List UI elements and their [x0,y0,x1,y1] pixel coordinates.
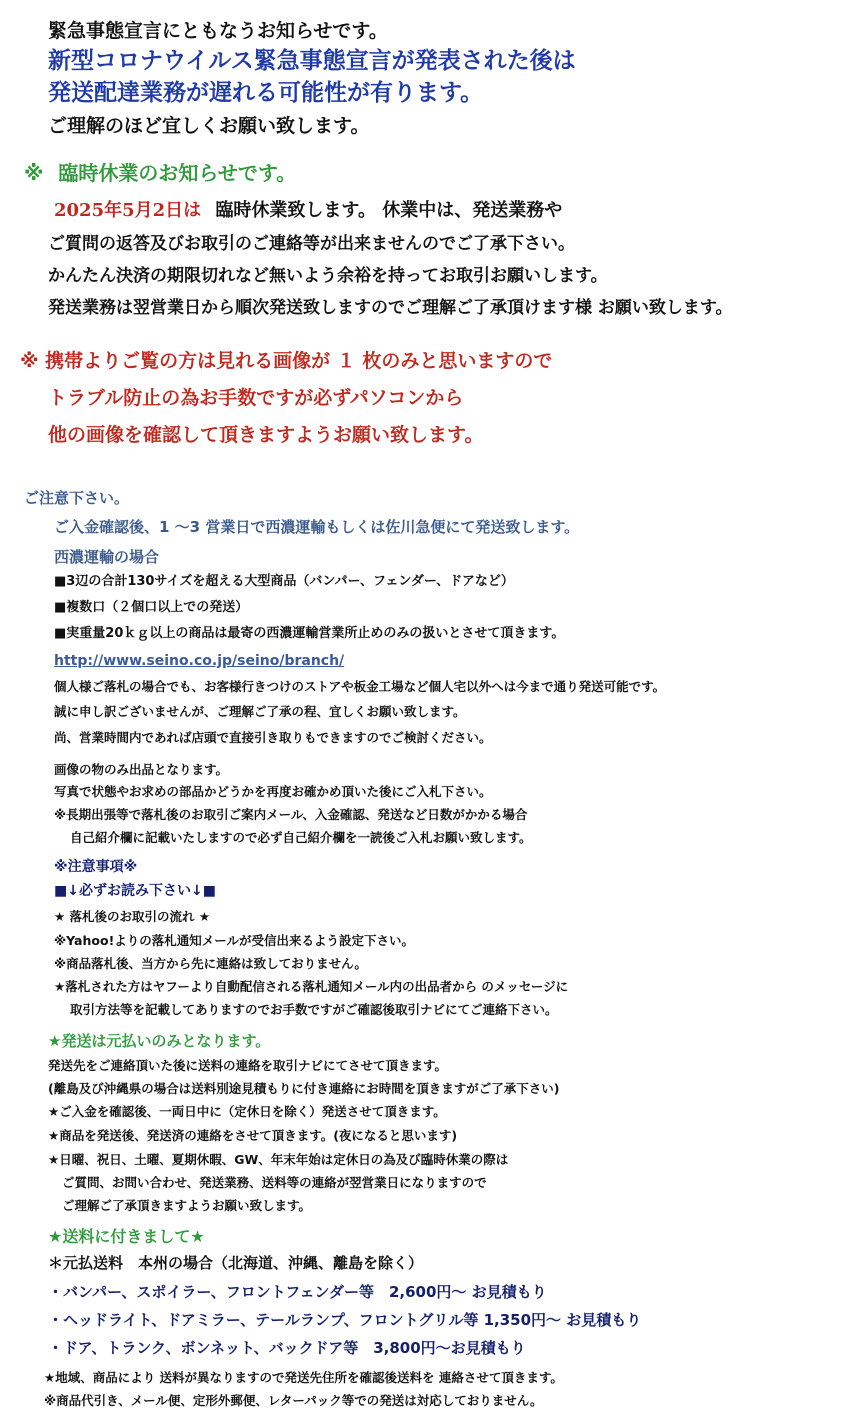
closure-title: 臨時休業のお知らせです。 [58,161,297,185]
seino-bullet-2: ■複数口（２個口以上での発送） [54,600,249,615]
shipping-line-7: ご理解ご了承頂きますようお願い致します。 [62,1198,312,1213]
shipping-line-3: ★ご入金を確認後、一両日中に（定休日を除く）発送させて頂きます。 [48,1104,446,1119]
fees-footer-1: ★地域、商品により 送料が異なりますので発送先住所を確認後送料を 連絡させて頂きます。 [44,1370,563,1385]
notice-heading: ご注意下さい。 [24,489,130,507]
emergency-headline-2: 発送配達業務が遅れる可能性が有ります。 [48,80,484,106]
shipping-line-4: ★商品を発送後、発送済の連絡をさせて頂きます。(夜になると思います) [48,1128,458,1143]
emergency-thanks: ご理解のほど宜しくお願い致します。 [48,115,370,137]
closure-heading [24,163,296,183]
shipping-line-5: ★日曜、祝日、土曜、夏期休暇、GW、年末年始は定休日の為及び臨時休業の際は [48,1152,509,1167]
product-line-2: 写真で状態やお求めの部品かどうかを再度お確かめ頂いた後にご入札下さい。 [54,784,492,799]
caution-item-2: ※Yahoo!よりの落札通知メールが受信出来るよう設定下さい。 [54,933,415,948]
seino-bullet-3: ■実重量20ｋｇ以上の商品は最寄の西濃運輸営業所止めのみの扱いとさせて頂きます。 [54,626,565,641]
emergency-headline-1: 新型コロナウイルス緊急事態宣言が発表された後は [48,48,576,74]
closure-line-1-text: 臨時休業致します。 休業中は、発送業務や [215,200,563,221]
seino-bullet-1: ■3辺の合計130サイズを超える大型商品（バンパー、フェンダー、ドアなど） [54,574,514,589]
product-line-4: 自己紹介欄に記載いたしますので必ず自己紹介欄を一読後ご入札お願い致します。 [70,830,532,845]
shipping-line-2: (離島及び沖縄県の場合は送料別途見積もりに付き連絡にお時間を頂きますがご了承下さい) [48,1081,560,1096]
caution-item-4: ★落札された方はヤフーより自動配信される落札通知メール内の出品者から のメッセージに [54,979,569,994]
seino-branch-link[interactable]: http://www.seino.co.jp/seino/branch/ [54,653,345,669]
closure-date: 2025年5月2日は [54,200,202,221]
fee-rate-3: ・ドア、トランク、ボンネット、バックドア等 3,800円～お見積もり [48,1339,526,1357]
shipping-heading: ★発送は元払いのみとなります。 [48,1032,271,1050]
after-link-2: 誠に申し訳ございませんが、ご理解ご了承の程、宜しくお願い致します。 [54,704,466,719]
closure-line-1 [54,202,562,220]
mobile-notice-1: ※ 携帯よりご覧の方は見れる画像が １ 枚のみと思いますので [20,350,553,372]
after-link-1: 個人様ご落札の場合でも、お客様行きつけのストアや板金工場など個人宅以外へは今まで通り発送可能です。 [54,679,666,694]
closure-line-3: かんたん決済の期限切れなど無いよう余裕を持ってお取引お願いします。 [48,266,608,286]
fees-region: ＊元払送料 本州の場合（北海道、沖縄、離島を除く） [48,1254,424,1272]
shipping-line-6: ご質問、お問い合わせ、発送業務、送料等の連絡が翌営業日になりますので [62,1175,487,1190]
emergency-notice-title: 緊急事態宣言にともなうお知らせです。 [48,20,388,42]
after-link-3: 尚、営業時間内であれば店頭で直接引き取りもできますのでご検討ください。 [54,730,492,745]
fees-heading: ★送料に付きまして★ [48,1227,205,1246]
closure-line-2: ご質問の返答及びお取引のご連絡等が出来ませんのでご了承下さい。 [48,234,575,254]
seino-heading: 西濃運輸の場合 [54,548,160,566]
fees-footer-2: ※商品代引き、メール便、定形外郵便、レターパック等での発送は対応しておりません。 [44,1393,543,1408]
fee-rate-2: ・ヘッドライト、ドアミラー、テールランプ、フロントグリル等 1,350円～ お見積もり [48,1311,642,1329]
closure-line-4: 発送業務は翌営業日から順次発送致しますのでご理解ご了承頂けます様 お願い致します。 [48,298,733,318]
closure-mark: ※ [24,161,44,185]
mobile-notice-3: 他の画像を確認して頂きますようお願い致します。 [48,424,484,446]
shipping-line-1: 発送先をご連絡頂いた後に送料の連絡を取引ナビにてさせて頂きます。 [48,1058,448,1073]
caution-item-1: ★ 落札後のお取引の流れ ★ [54,909,211,924]
must-read-banner: ■↓必ずお読み下さい↓■ [54,883,216,899]
caution-item-5: 取引方法等を記載してありますのでお手数ですがご確認後取引ナビにてご連絡下さい。 [70,1002,558,1017]
product-line-1: 画像の物のみ出品となります。 [54,762,229,777]
product-line-3: ※長期出張等で落札後のお取引ご案内メール、入金確認、発送など日数がかかる場合 [54,807,528,822]
caution-item-3: ※商品落札後、当方から先に連絡は致しておりません。 [54,956,367,971]
caution-heading: ※注意事項※ [54,859,138,875]
notice-shipping-line: ご入金確認後、1 ～3 営業日で西濃運輸もしくは佐川急便にて発送致します。 [54,518,580,536]
mobile-notice-2: トラブル防止の為お手数ですが必ずパソコンから [48,387,464,409]
fee-rate-1: ・バンパー、スポイラー、フロントフェンダー等 2,600円～ お見積もり [48,1283,547,1301]
